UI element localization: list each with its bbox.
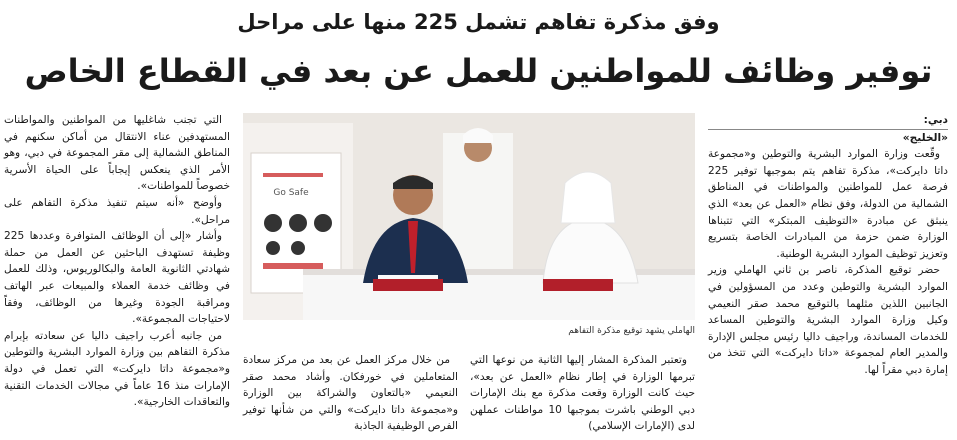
paragraph: وتعتبر المذكرة المشار إليها الثانية من نوعها التي تبرمها الوزارة في إطار نظام «العمل عن بعد»، حيث كانت الوزارة وقعت مذكرة مع بنك الإمارات دبي الوطني باشرت بموجبها 10 مواطنات عملهن لدى (الإمارات الإسلامي): [470, 354, 696, 433]
source-credit: «الخليج»: [902, 131, 948, 144]
article-photo: [243, 113, 695, 320]
column-left: [4, 112, 230, 411]
column-right: [708, 112, 948, 379]
paragraph: وقّعت وزارة الموارد البشرية والتوطين و«مجموعة داتا دايركت»، مذكرة تفاهم يتم بموجبها توفير 225 فرصة عمل للمواطنين والمواطنات في المناطق الشمالية من الدولة، وفق نظام «العمل عن بعد» الذي ينبثق عن مبادرة «التوظيف المبتكر» التي تتبناها الوزارة ضمن حزمة من المبادرات الخاصة بتسريع وتعزيز توظيف الموارد البشرية الوطنية.: [708, 148, 948, 260]
article-kicker: وفق مذكرة تفاهم تشمل 225 منها على مراحل: [237, 10, 720, 34]
paragraph: وأوضح «أنه سيتم تنفيذ مذكرة التفاهم على مراحل».: [4, 196, 230, 226]
paragraph: من جانبه أعرب راجيف داليا عن سعادته بإبرام مذكرة التفاهم بين وزارة الموارد البشرية والتوطين و«مجموعة داتا دايركت» التي تعمل في دولة الإمارات منذ 16 عاماً في مجالات الخدمات التقنية والتعاقدات الخارجية».: [4, 329, 230, 409]
paragraph: التي تجنب شاغليها من المواطنين والمواطنات المستهدفين عناء الانتقال من أماكن سكنهم في المناطق الشمالية إلى مقر المجموعة في دبي، وهو الأمر الذي ينعكس إيجاباً على الحياة الأسرية خصوصاً للمواطنات».: [4, 114, 230, 193]
photo-caption: الهاملي يشهد توقيع مذكرة التفاهم: [568, 326, 695, 336]
paragraph: من خلال مركز العمل عن بعد من مركز سعادة المتعاملين في خورفكان. وأشاد محمد صقر النعيمي «بالتعاون والشراكة بين الوزارة و«مجموعة داتا دايركت» والتي من شأنها توفير الفرص الوظيفية الجاذبة: [243, 354, 458, 433]
paragraph: وأشار «إلى أن الوظائف المتوافرة وعددها 225 وظيفة تستهدف الباحثين عن العمل من حملة شهادتي الثانوية العامة والبكالوريوس، وذلك للعمل في وظائف خدمة العملاء والمبيعات عبر الهاتف ومراقبة الجودة وغيرها من الوظائف، وفقاً لاحتياجات المجموعة».: [4, 230, 230, 326]
photo-banner-text: Go Safe: [273, 188, 309, 198]
article-headline: توفير وظائف للمواطنين للعمل عن بعد في القطاع الخاص: [24, 52, 933, 90]
dateline: دبي:: [708, 112, 948, 130]
paragraph: حضر توقيع المذكرة، ناصر بن ثاني الهاملي وزير الموارد البشرية والتوطين وعدد من المسؤولين في الجانبين اللذين مثلهما بالتوقيع محمد صقر النعيمي وكيل وزارة الموارد البشرية والتوطين المساعد للخدمات المساندة، وراجيف داليا رئيس مجلس الإدارة والمدير العام لمجموعة «داتا دايركت» التي تتخذ من إمارة دبي مقراً لها.: [708, 264, 948, 376]
signing-photo: [243, 113, 695, 320]
column-middle-right: [470, 352, 695, 435]
column-middle-left: [243, 352, 458, 435]
